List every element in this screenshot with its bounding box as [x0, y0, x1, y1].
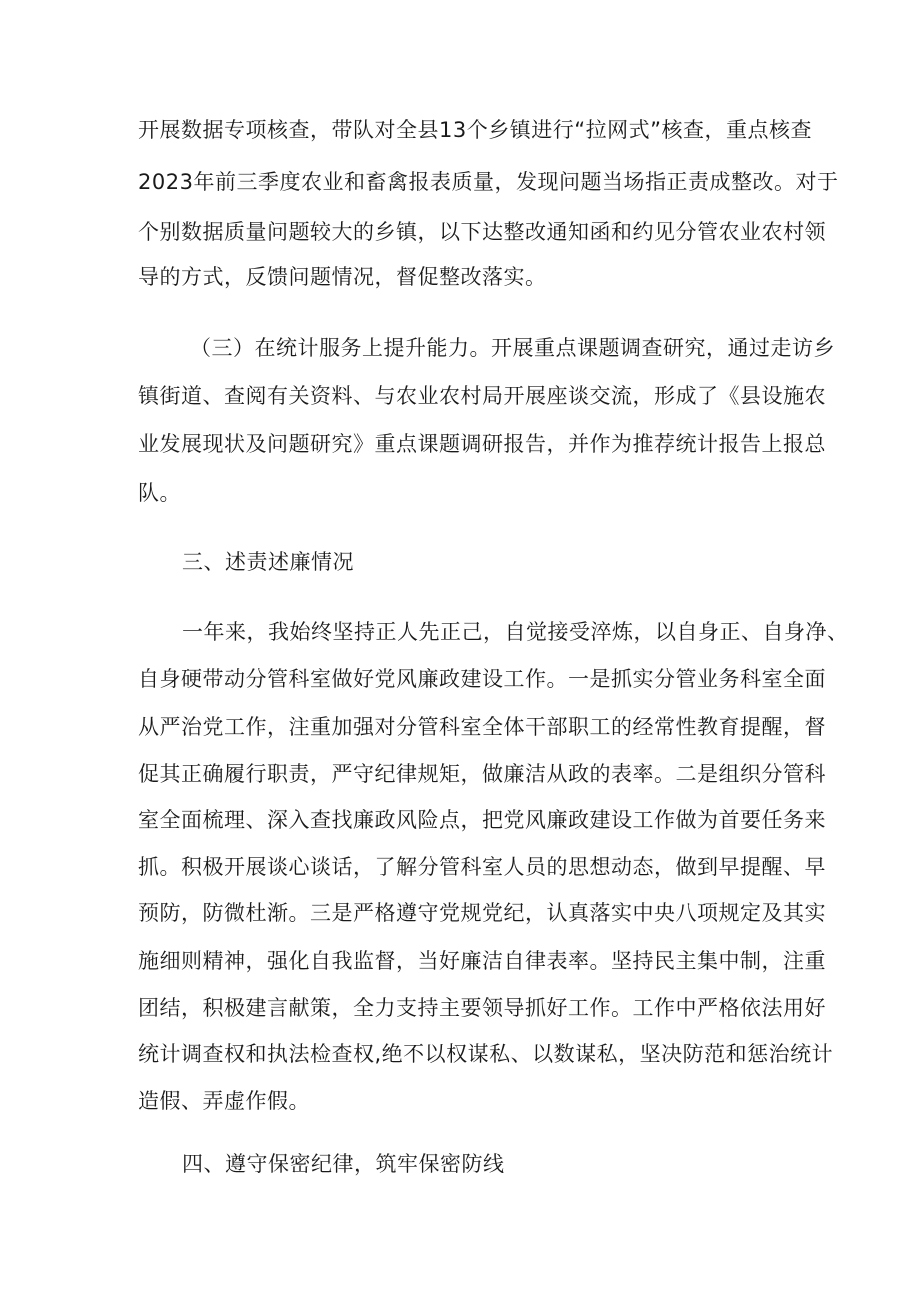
paragraph-1-line-4: 导的方式，反馈问题情况，督促整改落实。 — [138, 265, 547, 289]
paragraph-4-line-11: 造假、弄虚作假。 — [138, 1089, 310, 1113]
paragraph-4-line-2: 自身硬带动分管科室做好党风廉政建设工作。一是抓实分管业务科室全面 — [138, 667, 826, 691]
paragraph-4-line-1: 一年来，我始终坚持正人先正己，自觉接受淬炼，以自身正、自身净、 — [182, 620, 849, 644]
paragraph-4-line-8: 施细则精神，强化自我监督，当好廉洁自律表率。坚持民主集中制，注重 — [138, 949, 826, 973]
paragraph-4-line-7: 预防，防微杜渐。三是严格遵守党规党纪，认真落实中央八项规定及其实 — [138, 901, 826, 925]
paragraph-1-line-3: 个别数据质量问题较大的乡镇，以下达整改通知函和约见分管农业农村领 — [138, 220, 826, 244]
section-heading-3: 三、述责述廉情况 — [182, 550, 354, 574]
paragraph-4-line-4: 促其正确履行职责，严守纪律规矩，做廉洁从政的表率。二是组织分管科 — [138, 762, 826, 786]
paragraph-4-line-6: 抓。积极开展谈心谈话，了解分管科室人员的思想动态，做到早提醒、早 — [138, 855, 826, 879]
paragraph-1-line-2: 2023年前三季度农业和畜禽报表质量，发现问题当场指正责成整改。对于 — [138, 170, 839, 194]
paragraph-4-line-5: 室全面梳理、深入查找廉政风险点，把党风廉政建设工作做为首要任务来 — [138, 808, 826, 832]
paragraph-2-line-4: 队。 — [138, 481, 181, 505]
paragraph-2-line-1: （三）在统计服务上提升能力。开展重点课题调查研究，通过走访乡 — [190, 336, 835, 360]
paragraph-1-line-1: 开展数据专项核查，带队对全县13个乡镇进行“拉网式”核查，重点核查 — [138, 118, 812, 142]
paragraph-4-line-9: 团结，积极建言献策，全力支持主要领导抓好工作。工作中严格依法用好 — [138, 996, 826, 1020]
paragraph-2-line-2: 镇街道、查阅有关资料、与农业农村局开展座谈交流，形成了《县设施农 — [138, 384, 826, 408]
section-heading-4: 四、遵守保密纪律，筑牢保密防线 — [182, 1152, 505, 1176]
paragraph-4-line-3: 从严治党工作，注重加强对分管科室全体干部职工的经常性教育提醒，督 — [138, 715, 826, 739]
paragraph-4-line-10: 统计调查权和执法检查权,绝不以权谋私、以数谋私，坚决防范和惩治统计 — [138, 1042, 834, 1066]
paragraph-2-line-3: 业发展现状及问题研究》重点课题调研报告，并作为推荐统计报告上报总 — [138, 432, 826, 456]
